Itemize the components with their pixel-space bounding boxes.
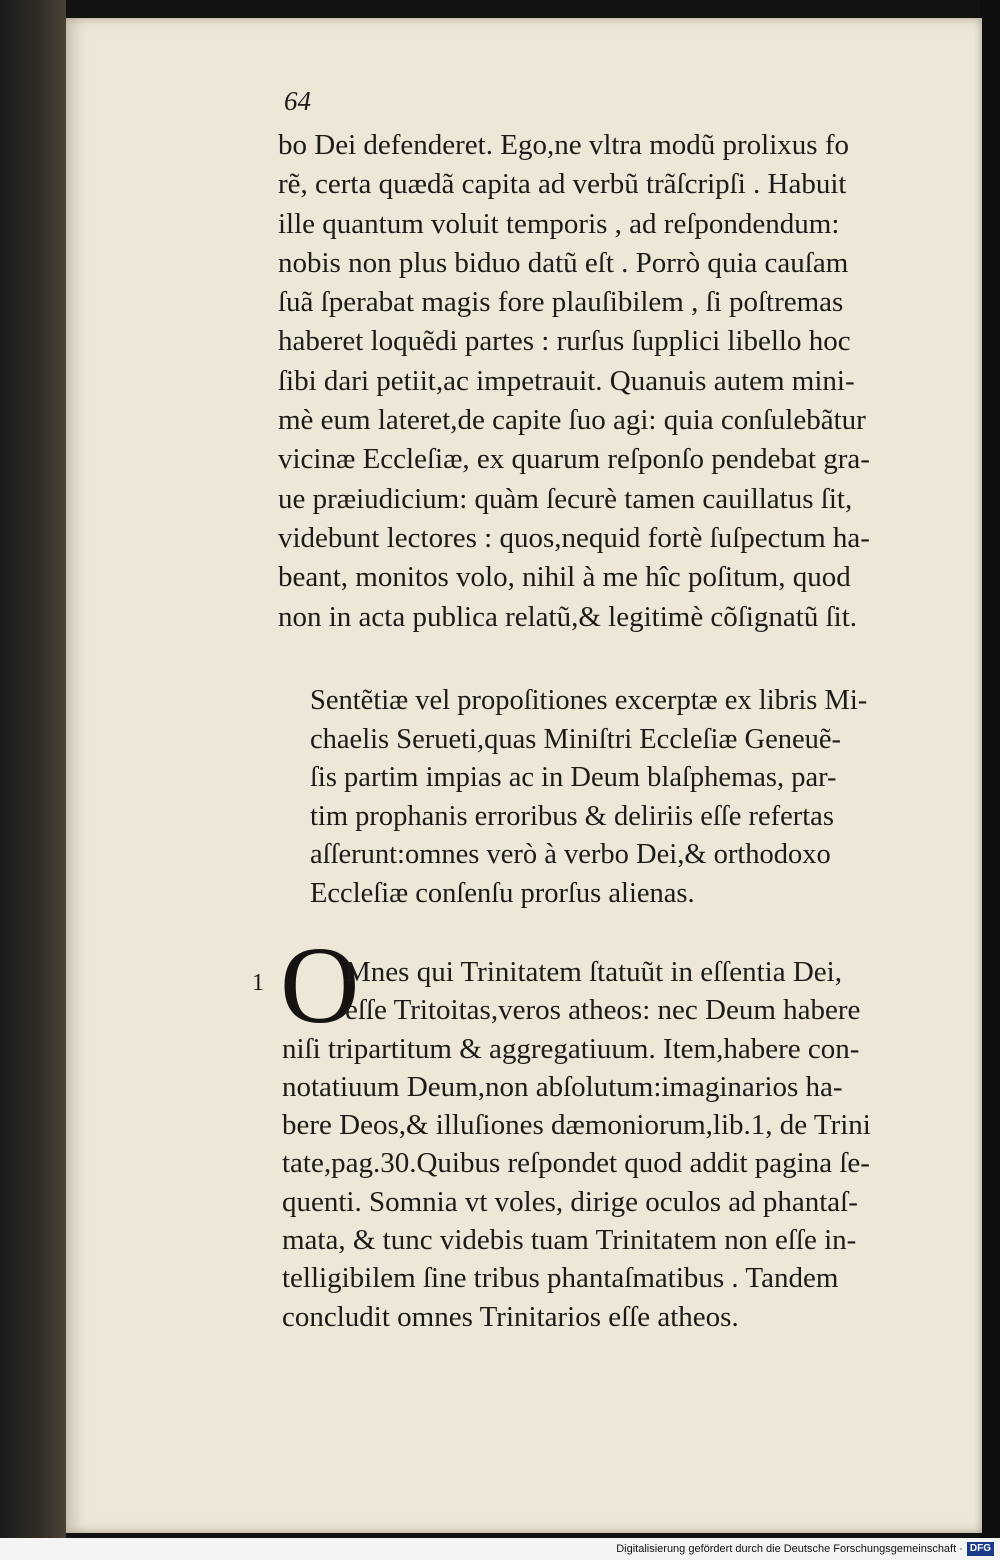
text-line: beant, monitos volo, nihil à me hîc poſitum, quod: [278, 561, 851, 594]
page-number: 64: [284, 86, 311, 116]
text-line: niſi tripartitum & aggregatiuum. Item,habere con-: [282, 1032, 860, 1065]
paragraph-1: [278, 126, 870, 637]
book-page: [66, 18, 982, 1533]
margin-number: 1: [252, 970, 264, 996]
text-line: tim prophanis erroribus & deliriis eſſe refertas: [310, 800, 834, 832]
text-line: aſſerunt:omnes verò à verbo Dei,& orthodoxo: [310, 839, 831, 871]
text-line: Mnes qui Trinitatem ſtatuũt in eſſentia Dei,: [345, 956, 842, 988]
text-line: rẽ, certa quædã capita ad verbũ trãſcripſi . Habuit: [278, 168, 847, 201]
text-line: telligibilem ſine tribus phantaſmatibus . Tandem: [282, 1262, 839, 1295]
text-line: ſuã ſperabat magis fore plauſibilem , ſi poſtremas: [278, 286, 844, 319]
drop-capital: O: [280, 924, 360, 1046]
text-line: tate,pag.30.Quibus reſpondet quod addit pagina ſe-: [282, 1147, 870, 1180]
funding-footer: [0, 1538, 1000, 1560]
text-line: vicinæ Eccleſiæ, ex quarum reſponſo pendebat gra-: [278, 443, 870, 476]
text-line: bere Deos,& illuſiones dæmoniorum,lib.1, de Trini: [282, 1109, 871, 1142]
paragraph-3: [282, 953, 871, 1336]
text-line: Sentẽtiæ vel propoſitiones excerptæ ex libris Mi-: [310, 685, 868, 716]
scan-background-right: [980, 0, 1000, 1540]
dfg-logo: DFG: [967, 1542, 994, 1556]
text-line: haberet loquẽdi partes : rurſus ſupplici libello hoc: [278, 325, 851, 358]
text-line: ſibi dari petiit,ac impetrauit. Quanuis autem mini-: [278, 364, 855, 397]
text-line: ue præiudicium: quàm ſecurè tamen cauillatus ſit,: [278, 482, 853, 515]
text-line: mè eum lateret,de capite ſuo agi: quia conſulebãtur: [278, 404, 866, 437]
text-line: quenti. Somnia vt voles, dirige oculos ad phantaſ-: [282, 1185, 858, 1218]
text-line: ille quantum voluit temporis , ad reſpondendum:: [278, 207, 840, 240]
book-binding-edge: [0, 0, 66, 1540]
text-line: concludit omnes Trinitarios eſſe atheos.: [282, 1300, 739, 1333]
section-heading-paragraph: [310, 682, 867, 914]
text-line: non in acta publica relatũ,& legitimè cõſignatũ ſit.: [278, 600, 858, 633]
text-line: eſſe Tritoitas,veros atheos: nec Deum habere: [345, 994, 861, 1027]
text-line: nobis non plus biduo datũ eſt . Porrò quia cauſam: [278, 246, 849, 279]
text-line: chaelis Serueti,quas Miniſtri Eccleſiæ Geneuẽ-: [310, 723, 842, 755]
text-line: ſis partim impias ac in Deum blaſphemas, par-: [310, 762, 837, 794]
text-line: mata, & tunc videbis tuam Trinitatem non eſſe in-: [282, 1224, 857, 1257]
footer-text: Digitalisierung gefördert durch die Deutsche Forschungsgemeinschaft ·: [616, 1543, 963, 1555]
text-line: bo Dei defenderet. Ego,ne vltra modũ prolixus fo: [278, 129, 849, 161]
text-line: Eccleſiæ conſenſu prorſus alienas.: [310, 877, 695, 909]
text-line: videbunt lectores : quos,nequid fortè ſuſpectum ha-: [278, 521, 870, 554]
text-line: notatiuum Deum,non abſolutum:imaginarios ha-: [282, 1070, 843, 1103]
